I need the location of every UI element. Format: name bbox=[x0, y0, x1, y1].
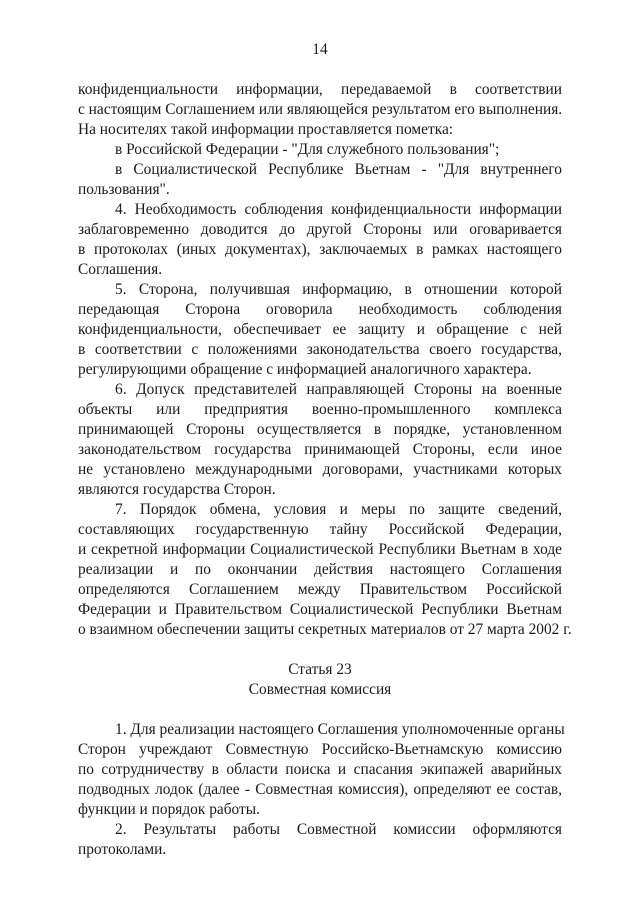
text-line: конфиденциальности, обеспечивает ее защиту и обращение с ней bbox=[78, 321, 562, 338]
text-line: принимающей Стороны осуществляется в порядке, установленном bbox=[78, 421, 562, 438]
text-line: законодательством государства принимающей Стороны, если иное bbox=[78, 441, 562, 458]
text-line: 1. Для реализации настоящего Соглашения уполномоченные органы bbox=[115, 721, 565, 738]
text-line: На носителях такой информации проставляется пометка: bbox=[78, 121, 454, 138]
text-line: в Российской Федерации - "Для служебного пользования"; bbox=[115, 141, 500, 158]
text-line: реализации и по окончании действия настоящего Соглашения bbox=[78, 561, 562, 578]
text-line: 6. Допуск представителей направляющей Стороны на военные bbox=[115, 381, 562, 398]
text-line: в Социалистической Республике Вьетнам - "Для внутреннего bbox=[115, 161, 562, 178]
text-line: передающая Сторона оговорила необходимость соблюдения bbox=[78, 301, 562, 318]
article-title: Совместная комиссия bbox=[248, 681, 392, 698]
article-number: Статья 23 bbox=[288, 661, 352, 678]
text-line: в протоколах (иных документах), заключаемых в рамках настоящего bbox=[78, 241, 562, 258]
page-number: 14 bbox=[312, 41, 328, 58]
text-line: не установлено международными договорами, участниками которых bbox=[78, 461, 562, 478]
text-line: конфиденциальности информации, передаваемой в соответствии bbox=[78, 81, 562, 98]
text-line: протоколами. bbox=[78, 841, 167, 858]
text-line: и секретной информации Социалистической Республики Вьетнам в ходе bbox=[78, 541, 562, 558]
text-line: 7. Порядок обмена, условия и меры по защите сведений, bbox=[115, 501, 562, 518]
text-line: объекты или предприятия военно-промышленного комплекса bbox=[78, 401, 562, 418]
text-line: определяются Соглашением между Правительством Российской bbox=[78, 581, 562, 598]
text-line: по сотрудничеству в области поиска и спасания экипажей аварийных bbox=[78, 761, 562, 778]
text-line: Федерации и Правительством Социалистической Республики Вьетнам bbox=[78, 601, 562, 618]
text-line: являются государства Сторон. bbox=[78, 481, 276, 498]
text-line: 4. Необходимость соблюдения конфиденциальности информации bbox=[115, 201, 562, 218]
text-line: заблаговременно доводится до другой Стороны или оговаривается bbox=[78, 221, 562, 238]
text-line: 5. Сторона, получившая информацию, в отношении которой bbox=[115, 281, 562, 298]
text-line: о взаимном обеспечении защиты секретных материалов от 27 марта 2002 г. bbox=[78, 621, 572, 638]
text-line: Соглашения. bbox=[78, 261, 163, 278]
text-line: составляющих государственную тайну Российской Федерации, bbox=[78, 521, 562, 538]
text-line: Сторон учреждают Совместную Российско-Вьетнамскую комиссию bbox=[78, 741, 562, 758]
text-line: регулирующими обращение с информацией аналогичного характера. bbox=[78, 361, 532, 378]
text-line: пользования". bbox=[78, 181, 170, 198]
text-line: функции и порядок работы. bbox=[78, 801, 260, 818]
text-line: подводных лодок (далее - Совместная комиссия), определяют ее состав, bbox=[78, 781, 562, 798]
text-line: в соответствии с положениями законодательства своего государства, bbox=[78, 341, 562, 358]
text-line: с настоящим Соглашением или являющейся результатом его выполнения. bbox=[78, 101, 563, 118]
text-line: 2. Результаты работы Совместной комиссии оформляются bbox=[115, 821, 562, 838]
